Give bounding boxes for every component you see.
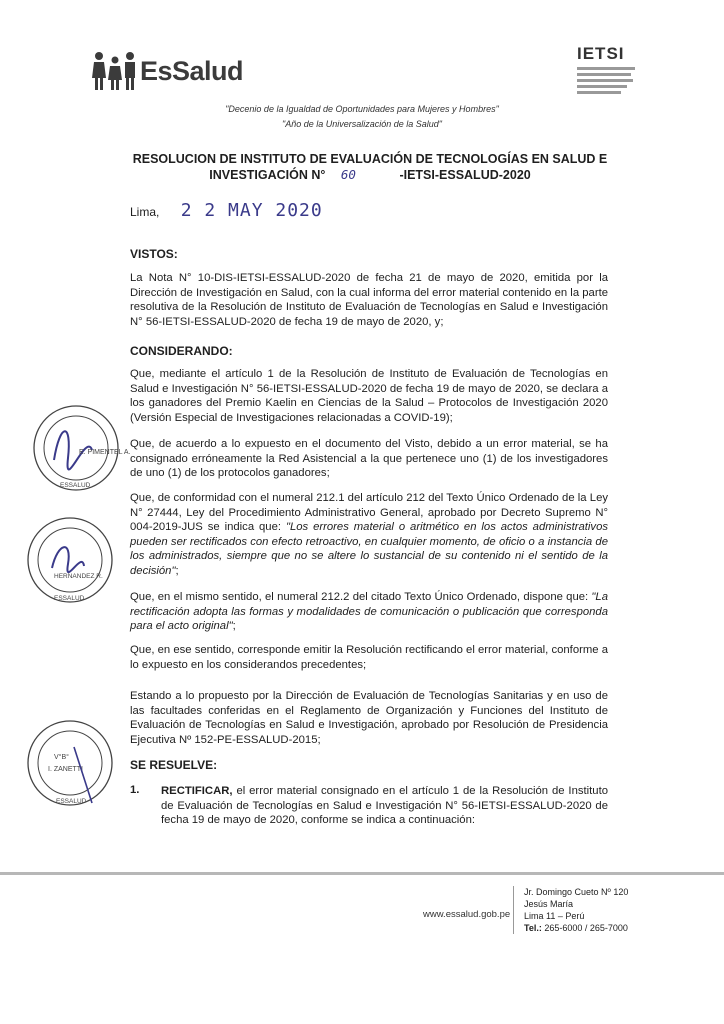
p4-quote: "La rectificación adopta las formas y modalidades de comunicación o publicación que corresponda para el acto original" xyxy=(130,591,608,632)
title-suffix: -IETSI-ESSALUD-2020 xyxy=(399,168,531,182)
address-line-2: Jesús María xyxy=(524,899,574,909)
address-line-3: Lima 11 – Perú xyxy=(524,911,585,921)
phone-value: 265-6000 / 265-7000 xyxy=(541,923,628,933)
stamp-3-ring-text: ESSALUD xyxy=(56,798,87,805)
vistos-heading: VISTOS: xyxy=(130,247,178,261)
considerando-paragraph-3 xyxy=(130,491,608,578)
stamp-1-outer-ring xyxy=(34,406,118,490)
considerando-paragraph-2: Que, de acuerdo a lo expuesto en el documento del Visto, debido a un error material, se ha consignado erróneamente la Red Asistencial a la que pertenece uno (1) de los investigadores de uno (1) de los protocolos ganadores; xyxy=(130,438,608,479)
brand-name: EsSalud xyxy=(140,56,244,86)
phone-label: Tel.: xyxy=(524,923,542,933)
p3-quote: "Los errores material o aritmético en los actos administrativos pueden ser rectificados con efecto retroactivo, en cualquier momento, de oficio o a instancia de los administrados, siempre que no se altere lo sustancial de su contenido ni el sentido de la decisión" xyxy=(130,521,609,577)
address-line-1: Jr. Domingo Cueto Nº 120 xyxy=(524,887,629,897)
stamp-3-outer-ring xyxy=(28,721,112,805)
footer-website[interactable]: www.essalud.gob.pe xyxy=(423,909,511,920)
title-prefix: INVESTIGACIÓN N° xyxy=(209,168,326,182)
stamp-3-inner-ring xyxy=(38,731,102,795)
p4-text: Que, en el mismo sentido, el numeral 212.2 del citado Texto Único Ordenado, dispone que: xyxy=(130,591,592,603)
considerando-paragraph-1: Que, mediante el artículo 1 de la Resolución de Instituto de Evaluación de Tecnologías en Salud e Investigación N° 56-IETSI-ESSALUD-2020 de fecha 19 de mayo de 2020, se declara a los ganadores del Premio Kaelin en Ciencias de la Salud – Protocolos de Investigación 2020 (Versión Especial de Investigaciones relacionadas a COVID-19); xyxy=(130,368,608,424)
considerando-paragraph-5: Que, en ese sentido, corresponde emitir la Resolución rectificando el error material, conforme a lo expuesto en los considerandos precedentes; xyxy=(130,644,608,671)
title-line2 xyxy=(110,167,630,183)
ietsi-logo xyxy=(577,44,637,94)
ietsi-logo-text: IETSI xyxy=(577,44,625,63)
stamp-2 xyxy=(24,514,116,606)
resolution-title xyxy=(110,151,630,183)
decade-line: "Decenio de la Igualdad de Oportunidades para Mujeres y Hombres" xyxy=(225,104,499,114)
resuelve-item-bold: RECTIFICAR, xyxy=(161,785,233,797)
resuelve-item-text: el error material consignado en el artículo 1 de la Resolución de Instituto de Evaluación de Tecnologías en Salud e Investigación N° 56-IETSI-ESSALUD-2020 de fecha 19 de mayo de 2020, conforme se indica a continuación: xyxy=(161,785,608,826)
stamp-1 xyxy=(30,402,131,494)
footer-divider xyxy=(0,872,724,875)
resuelve-item-number: 1. xyxy=(130,784,140,796)
title-line1: RESOLUCION DE INSTITUTO DE EVALUACIÓN DE TECNOLOGÍAS EN SALUD E xyxy=(132,152,608,166)
stamp-3-text: I. ZANETTI xyxy=(48,766,83,773)
stamp-2-ring-text: ESSALUD xyxy=(54,595,85,602)
p4-end: ; xyxy=(232,620,236,632)
family-icon xyxy=(90,48,140,92)
stamp-3-vb: V°B° xyxy=(54,754,69,761)
resolution-number: 60 xyxy=(340,167,356,182)
footer-address xyxy=(513,886,628,934)
year-line: "Año de la Universalización de la Salud" xyxy=(282,119,442,129)
date-label: Lima, xyxy=(130,205,160,219)
resuelve-item-1 xyxy=(161,784,608,828)
stamp-1-inner-ring xyxy=(44,416,108,480)
resuelve-heading: SE RESUELVE: xyxy=(130,758,218,772)
address-phone xyxy=(524,922,628,934)
stamp-2-inner-ring xyxy=(38,528,102,592)
stamp-1-text: E. PIMENTEL A. xyxy=(79,449,131,456)
ietsi-logo-lines xyxy=(577,67,637,94)
vistos-paragraph: La Nota N° 10-DIS-IETSI-ESSALUD-2020 de fecha 21 de mayo de 2020, emitida por la Dirección de Investigación en Salud, con la cual informa del error material contenido en la parte resolutiva de la Resolución de Instituto de Evaluación de Tecnologías en Salud e Investigación N° 56-IETSI-ESSALUD-2020 de fecha 19 de mayo de 2020, y; xyxy=(130,272,608,328)
stamp-2-signature xyxy=(52,547,84,572)
p3-end: ; xyxy=(175,564,179,577)
considerando-paragraph-4 xyxy=(130,590,608,634)
stamp-2-outer-ring xyxy=(28,518,112,602)
stamp-1-ring-text: ESSALUD xyxy=(60,482,91,489)
date-row xyxy=(130,200,323,221)
considerando-heading: CONSIDERANDO: xyxy=(130,344,233,358)
considerando-paragraph-6: Estando a lo propuesto por la Dirección de Evaluación de Tecnologías Sanitarias y en uso de las facultades conferidas en el Reglamento de Organización y Funciones del Instituto de Evaluación de Tecnologías en Salud e Investigación, aprobado por Resolución de Presidencia Ejecutiva Nº 152-PE-ESSALUD-2015; xyxy=(130,690,608,746)
stamp-2-text: HERNANDEZ R. xyxy=(54,573,103,580)
stamp-3 xyxy=(24,717,116,809)
date-stamp: 2 2 MAY 2020 xyxy=(180,200,323,221)
p3-text: Que, de conformidad con el numeral 212.1 del artículo 212 del Texto Único Ordenado de la Ley N° 27444, Ley del Procedimiento Administrativo General, aprobado por Decreto Supremo N° 004-2019-JUS se indica que: xyxy=(130,492,608,533)
